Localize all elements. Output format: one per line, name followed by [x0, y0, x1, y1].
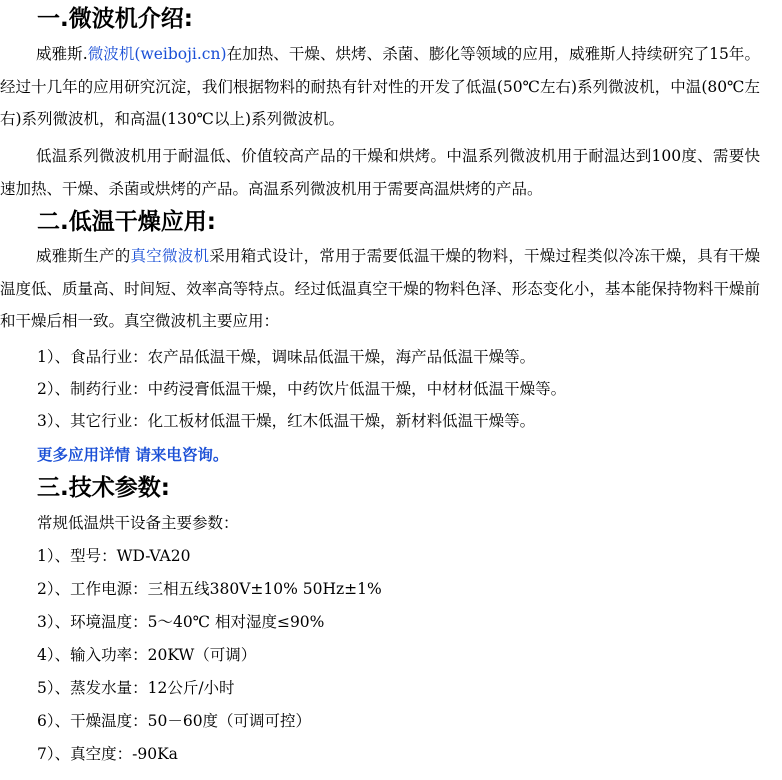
spec-item: 5）、蒸发水量：12公斤/小时: [37, 679, 235, 697]
contact-link[interactable]: 更多应用详情 请来电咨询。: [37, 446, 229, 464]
application-item: 2）、制药行业：中药浸膏低温干燥，中药饮片低温干燥，中材材低温干燥等。: [37, 380, 567, 398]
temperature-series-paragraph: 低温系列微波机用于耐温低、价值较高产品的干燥和烘烤。中温系列微波机用于耐温达到100度、需要快速加热、干燥、杀菌或烘烤的产品。高温系列微波机用于需要高温烘烤的产品。: [0, 147, 760, 198]
spec-item: 7）、真空度：-90Ka: [37, 745, 178, 763]
spec-item: 2）、工作电源：三相五线380V±10% 50Hz±1%: [37, 580, 382, 598]
intro-text-pre: 威雅斯.: [36, 45, 88, 63]
vacuum-microwave-link[interactable]: 真空微波机: [130, 247, 210, 265]
spec-item: 4）、输入功率：20KW（可调）: [37, 646, 257, 664]
vacuum-text-pre: 威雅斯生产的: [36, 247, 131, 265]
specs-intro: 常规低温烘干设备主要参数：: [37, 514, 239, 532]
intro-text-post: 在加热、干燥、烘烤、杀菌、膨化等领域的应用，威雅斯人持续研究了15年。经过十几年的应用研究沉淀，我们根据物料的耐热有针对性的开发了低温(50℃左右)系列微波机，中温(80℃左右)系列微波机，和高温(130℃以上)系列微波机。: [0, 45, 760, 128]
spec-item: 1）、型号：WD-VA20: [37, 547, 191, 565]
spec-item: 3）、环境温度：5～40℃ 相对湿度≤90%: [37, 613, 325, 631]
intro-paragraph: [0, 38, 760, 136]
spec-item: 6）、干燥温度：50－60度（可调可控）: [37, 712, 312, 730]
vacuum-paragraph: [0, 240, 760, 338]
application-item: 3）、其它行业：化工板材低温干燥，红木低温干燥，新材料低温干燥等。: [37, 412, 536, 430]
microwave-link[interactable]: 微波机(weiboji.cn): [87, 45, 227, 63]
vacuum-text-post: 采用箱式设计，常用于需要低温干燥的物料，干燥过程类似冷冻干燥，具有干燥温度低、质量高、时间短、效率高等特点。经过低温真空干燥的物料色泽、形态变化小，基本能保持物料干燥前和干燥后相一致。真空微波机主要应用：: [0, 247, 760, 330]
section-title-intro: 一.微波机介绍:: [37, 6, 193, 32]
section-title-specs: 三.技术参数:: [37, 475, 170, 501]
application-item: 1）、食品行业：农产品低温干燥，调味品低温干燥，海产品低温干燥等。: [37, 348, 536, 366]
section-title-low-temp: 二.低温干燥应用:: [37, 209, 216, 235]
